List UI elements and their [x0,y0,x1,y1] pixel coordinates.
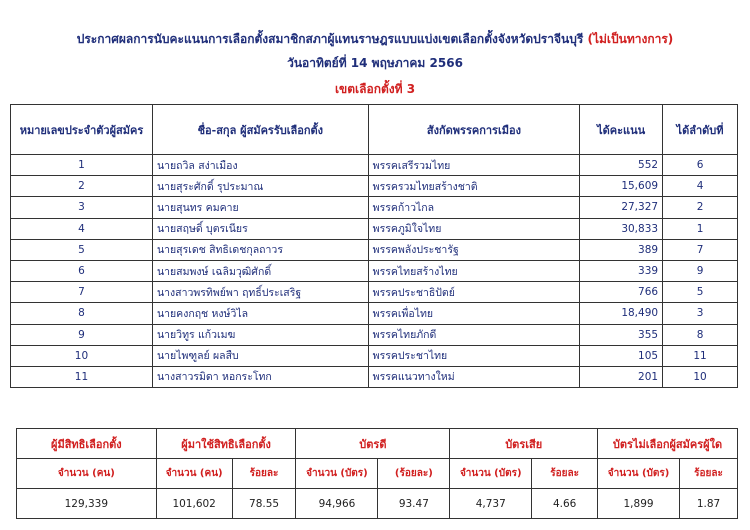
valid-count-value: 94,966 [296,489,378,519]
novote-count-value: 1,899 [598,489,680,519]
unofficial-note: (ไม่เป็นทางการ) [587,32,674,46]
candidate-rank: 2 [663,197,738,218]
candidate-row [11,324,738,345]
page-title [0,30,750,49]
invalid-count-value: 4,737 [450,489,532,519]
candidate-row [11,282,738,303]
valid-ballots-header: บัตรดี [296,429,450,459]
summary-group-row [17,429,738,459]
candidate-votes: 355 [580,324,663,345]
no-vote-ballots-header: บัตรไม่เลือกผู้สมัครผู้ใด [598,429,738,459]
candidate-party: พรรคภูมิใจไทย [368,218,580,239]
sub-turnout-count: จำนวน (คน) [156,459,232,489]
candidate-number: 10 [11,345,153,366]
candidate-party: พรรคประชาไทย [368,345,580,366]
candidate-number: 6 [11,260,153,281]
candidate-votes: 18,490 [580,303,663,324]
summary-table [16,428,738,519]
eligible-voters-value: 129,339 [17,489,157,519]
title-main: ประกาศผลการนับคะแนนการเลือกตั้งสมาชิกสภาผู้แทนราษฎรแบบแบ่งเขตเลือกตั้งจังหวัดปราจีนบุรี [76,32,584,46]
summary-sub-row [17,459,738,489]
candidate-rank: 10 [663,366,738,387]
candidate-name: นายคงกฤช หงษ์วิไล [152,303,368,324]
candidate-row [11,197,738,218]
candidate-number: 7 [11,282,153,303]
candidate-name: นายสฤษดิ์ บุตรเนียร [152,218,368,239]
candidate-row [11,366,738,387]
candidate-rank: 4 [663,176,738,197]
candidate-name: นางสาวพรทิพย์พา ฤทธิ์ประเสริฐ [152,282,368,303]
turnout-header: ผู้มาใช้สิทธิเลือกตั้ง [156,429,296,459]
candidate-name: นายสุนทร คมคาย [152,197,368,218]
candidate-rank: 6 [663,155,738,176]
candidate-name: นายถวิล สง่าเมือง [152,155,368,176]
candidate-party: พรรคแนวทางใหม่ [368,366,580,387]
candidate-number: 11 [11,366,153,387]
candidate-number: 2 [11,176,153,197]
candidate-number: 3 [11,197,153,218]
eligible-voters-header: ผู้มีสิทธิเลือกตั้ง [17,429,157,459]
turnout-percent-value: 78.55 [232,489,296,519]
candidate-votes: 766 [580,282,663,303]
candidate-name: นายวิทูร แก้วเมฆ [152,324,368,345]
candidate-name: นายไพฑูลย์ ผลสืบ [152,345,368,366]
turnout-count-value: 101,602 [156,489,232,519]
sub-valid-percent: (ร้อยละ) [378,459,450,489]
header-candidate-number: หมายเลขประจำตัวผู้สมัคร [11,105,153,155]
candidate-row [11,218,738,239]
sub-invalid-percent: ร้อยละ [532,459,598,489]
candidate-party: พรรคก้าวไกล [368,197,580,218]
header-party: สังกัดพรรคการเมือง [368,105,580,155]
results-header-row [11,105,738,155]
candidate-number: 1 [11,155,153,176]
constituency-label: เขตเลือกตั้งที่ 3 [334,82,416,96]
candidate-party: พรรคพลังประชารัฐ [368,239,580,260]
candidate-votes: 201 [580,366,663,387]
candidate-name: นางสาวรมิดา หอกระโทก [152,366,368,387]
candidate-votes: 389 [580,239,663,260]
invalid-percent-value: 4.66 [532,489,598,519]
candidate-rank: 3 [663,303,738,324]
candidate-name: นายสุระศักดิ์ รุประมาณ [152,176,368,197]
candidate-rank: 8 [663,324,738,345]
candidate-row [11,155,738,176]
candidate-row [11,303,738,324]
candidate-rank: 11 [663,345,738,366]
election-date: วันอาทิตย์ที่ 14 พฤษภาคม 2566 [287,56,463,70]
sub-invalid-count: จำนวน (บัตร) [450,459,532,489]
header-candidate-name: ชื่อ-สกุล ผู้สมัครรับเลือกตั้ง [152,105,368,155]
candidate-number: 4 [11,218,153,239]
candidate-row [11,239,738,260]
candidate-row [11,345,738,366]
candidate-votes: 339 [580,260,663,281]
candidate-votes: 105 [580,345,663,366]
invalid-ballots-header: บัตรเสีย [450,429,598,459]
header-votes: ได้คะแนน [580,105,663,155]
candidate-row [11,260,738,281]
candidate-number: 5 [11,239,153,260]
candidate-votes: 27,327 [580,197,663,218]
summary-value-row [17,489,738,519]
candidate-party: พรรคไทยภักดี [368,324,580,345]
candidate-party: พรรครวมไทยสร้างชาติ [368,176,580,197]
novote-percent-value: 1.87 [680,489,738,519]
sub-novote-count: จำนวน (บัตร) [598,459,680,489]
candidate-party: พรรคประชาธิปัตย์ [368,282,580,303]
candidate-party: พรรคเพื่อไทย [368,303,580,324]
candidate-votes: 15,609 [580,176,663,197]
candidate-name: นายสุรเดช สิทธิเดชกุลถาวร [152,239,368,260]
candidate-party: พรรคเสรีรวมไทย [368,155,580,176]
candidate-rank: 5 [663,282,738,303]
valid-percent-value: 93.47 [378,489,450,519]
candidate-number: 8 [11,303,153,324]
candidate-row [11,176,738,197]
candidate-rank: 9 [663,260,738,281]
candidate-party: พรรคไทยสร้างไทย [368,260,580,281]
candidate-number: 9 [11,324,153,345]
sub-turnout-percent: ร้อยละ [232,459,296,489]
candidate-rank: 7 [663,239,738,260]
candidate-votes: 552 [580,155,663,176]
sub-valid-count: จำนวน (บัตร) [296,459,378,489]
header-rank: ได้ลำดับที่ [663,105,738,155]
sub-eligible-count: จำนวน (คน) [17,459,157,489]
candidate-name: นายสมพงษ์ เฉลิมวุฒิศักดิ์ [152,260,368,281]
results-table [10,104,738,388]
sub-novote-percent: ร้อยละ [680,459,738,489]
candidate-rank: 1 [663,218,738,239]
candidate-votes: 30,833 [580,218,663,239]
